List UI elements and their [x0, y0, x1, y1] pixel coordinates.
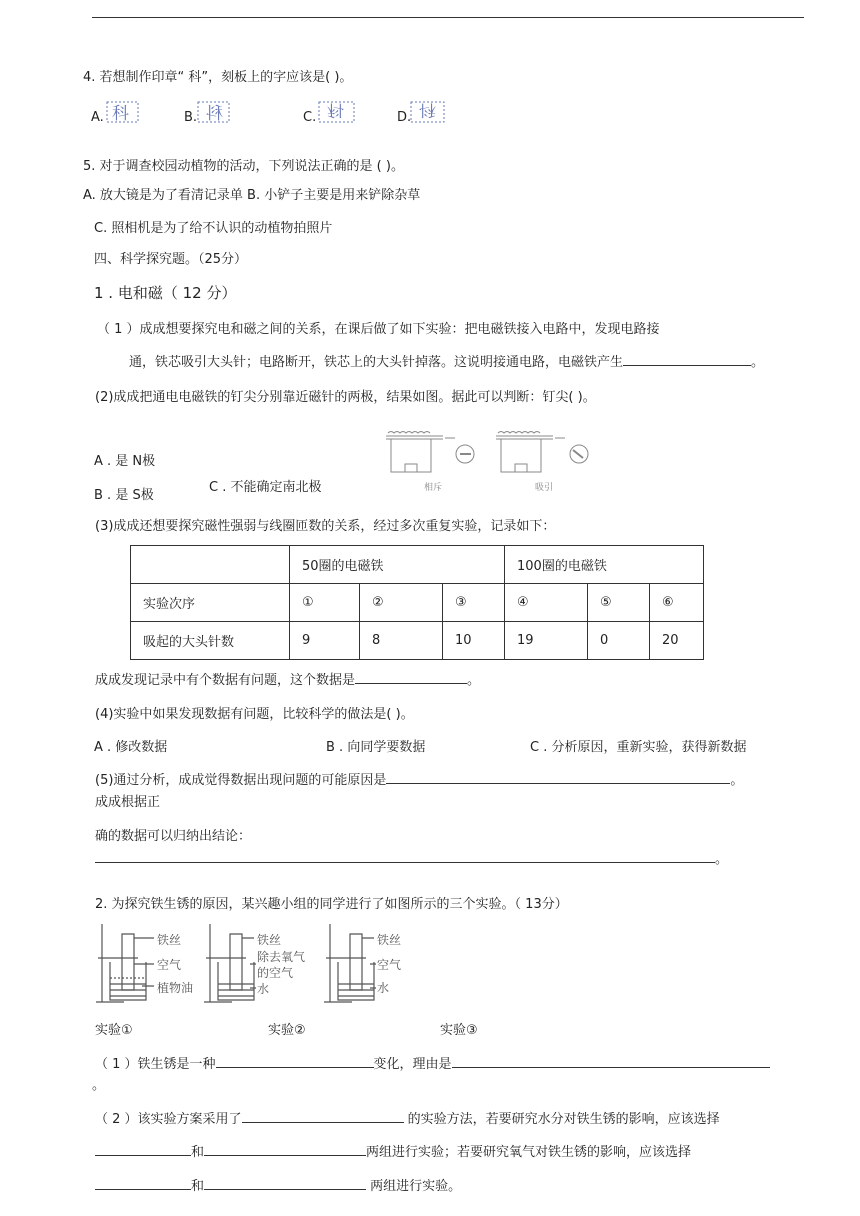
stamp-option-a-image — [106, 98, 140, 126]
s4-option-c: C . 分析原因，重新实验，获得新数据 — [530, 740, 747, 755]
svg-text:科: 科 — [112, 104, 129, 124]
table-row — [131, 622, 704, 660]
q4-option-d-label: D. — [397, 110, 412, 125]
figure-caption-2: 吸引 — [535, 483, 554, 493]
q5-option-ab: A. 放大镜是为了看清记录单 B. 小铲子主要是用来铲除杂草 — [83, 188, 421, 203]
table-cell: ① — [290, 584, 360, 622]
exp3-label-water: 水 — [377, 981, 390, 995]
table-cell: 9 — [290, 622, 360, 660]
svg-text:科: 科 — [206, 104, 223, 124]
answer-blank-6[interactable] — [452, 1055, 770, 1068]
problem1-s4: (4)实验中如果发现数据有问题，比较科学的做法是( )。 — [95, 707, 414, 722]
problem1-s2: (2)成成把通电电磁铁的钉尖分别靠近磁针的两极，结果如图。据此可以判断：钉尖( )。 — [95, 390, 596, 405]
stamp-option-d-image — [410, 98, 446, 126]
table-row — [131, 584, 704, 622]
table-row-label: 吸起的大头针数 — [131, 622, 290, 660]
header-rule — [92, 17, 804, 18]
answer-blank-1[interactable] — [623, 353, 751, 366]
q2-text-b: 的实验方法，若要研究水分对铁生锈的影响，应该选择 — [403, 1112, 720, 1127]
table-cell: ③ — [443, 584, 505, 622]
table-cell: 20 — [650, 622, 704, 660]
table-row — [131, 546, 704, 584]
table-cell: ② — [360, 584, 443, 622]
exp1-label-air: 空气 — [157, 958, 182, 972]
problem1-s1-line1: （ 1 ）成成想要探究电和磁之间的关系，在课后做了如下实验：把电磁铁接入电路中，发现电路接 — [97, 322, 660, 337]
and-text: 和 — [191, 1145, 205, 1160]
electromagnet-compass-figure — [383, 430, 595, 492]
answer-blank-2[interactable] — [355, 671, 467, 684]
s5-text: (5)通过分析，成成觉得数据出现问题的可能原因是 — [95, 773, 387, 788]
table-header-50: 50圈的电磁铁 — [290, 546, 505, 584]
table-cell: ⑥ — [650, 584, 704, 622]
and-text: 和 — [191, 1179, 205, 1194]
problem1-s5 — [95, 769, 743, 788]
svg-text:科: 科 — [419, 101, 436, 120]
q5-option-c: C. 照相机是为了给不认识的动植物拍照片 — [94, 221, 333, 236]
problem1-s1-text: 通，铁芯吸引大头针；电路断开，铁芯上的大头针掉落。这说明接通电路，电磁铁产生 — [129, 355, 624, 370]
table-cell: 0 — [588, 622, 650, 660]
q4-question: 4. 若想制作印章“ 科”，刻板上的字应该是( )。 — [83, 70, 353, 85]
answer-blank-5[interactable] — [216, 1055, 374, 1068]
exp2-label-air: 的空气 — [257, 966, 294, 980]
problem2-q2-line2 — [95, 1141, 691, 1160]
q1-text-b: 变化，理由是 — [373, 1057, 452, 1072]
problem2-q1 — [95, 1053, 770, 1072]
stamp-option-b-image — [197, 98, 231, 126]
exp3-label-air: 空气 — [377, 958, 402, 972]
table-header-100: 100圈的电磁铁 — [505, 546, 704, 584]
period: 。 — [715, 852, 729, 867]
answer-blank-8[interactable] — [95, 1143, 191, 1156]
table-cell: ④ — [505, 584, 588, 622]
q1-text-a: （ 1 ）铁生锈是一种 — [95, 1057, 216, 1072]
table-cell: 19 — [505, 622, 588, 660]
problem1-title: 1 . 电和磁（ 12 分） — [94, 284, 237, 302]
exp-label-3: 实验③ — [440, 1023, 478, 1038]
problem1-s5-line3: 确的数据可以归纳出结论： — [95, 829, 252, 844]
exp1-label-iron: 铁丝 — [157, 933, 182, 947]
s2-option-b: B . 是 S极 — [94, 488, 154, 503]
exp2-label-iron: 铁丝 — [257, 933, 282, 947]
table-cell: ⑤ — [588, 584, 650, 622]
table-cell-empty — [131, 546, 290, 584]
exp2-label-no-oxygen: 除去氧气 — [257, 950, 306, 964]
q4-option-b-label: B. — [184, 110, 198, 125]
exp1-label-oil: 植物油 — [157, 981, 194, 995]
answer-blank-4[interactable] — [95, 846, 715, 863]
svg-text:科: 科 — [327, 101, 344, 120]
problem1-s3: (3)成成还想要探究磁性强弱与线圈匝数的关系，经过多次重复实验，记录如下： — [95, 519, 556, 534]
answer-blank-9[interactable] — [204, 1143, 366, 1156]
problem1-s3-after — [95, 669, 480, 688]
s3-after-text: 成成发现记录中有个数据有问题，这个数据是 — [95, 673, 356, 688]
problem2-title: 2. 为探究铁生锈的原因，某兴趣小组的同学进行了如图所示的三个实验。（ 13分） — [95, 897, 568, 912]
problem2-q2 — [95, 1108, 720, 1127]
exp-label-2: 实验② — [268, 1023, 306, 1038]
q4-option-c-label: C. — [303, 110, 317, 125]
answer-blank-3[interactable] — [386, 771, 730, 784]
answer-blank-10[interactable] — [95, 1177, 191, 1190]
table-cell: 8 — [360, 622, 443, 660]
q2-text-d: 两组进行实验。 — [366, 1179, 462, 1194]
s2-option-c: C . 不能确定南北极 — [209, 480, 322, 495]
figure-caption-1: 相斥 — [424, 483, 443, 493]
table-row-label: 实验次序 — [131, 584, 290, 622]
period: 。 — [751, 355, 765, 370]
s2-option-a: A . 是 N极 — [94, 454, 156, 469]
conclusion-line — [95, 846, 728, 867]
q5-question: 5. 对于调查校园动植物的活动，下列说法正确的是 ( )。 — [83, 159, 404, 174]
section-title: 四、科学探究题。（25分） — [94, 252, 248, 267]
period: 。 — [730, 773, 744, 788]
exp-label-1: 实验① — [95, 1023, 133, 1038]
s4-option-b: B . 向同学要数据 — [326, 740, 426, 755]
exp3-label-iron: 铁丝 — [377, 933, 402, 947]
q2-text-c: 两组进行实验；若要研究氧气对铁生锈的影响，应该选择 — [366, 1145, 692, 1160]
problem1-s1-line2 — [129, 351, 764, 370]
answer-blank-7[interactable] — [242, 1110, 404, 1123]
record-table — [130, 545, 704, 660]
table-cell: 10 — [443, 622, 505, 660]
s4-option-a: A . 修改数据 — [94, 740, 168, 755]
q1-end: 。 — [92, 1078, 106, 1093]
exp2-label-water: 水 — [257, 982, 270, 996]
q2-text-a: （ 2 ）该实验方案采用了 — [95, 1112, 242, 1127]
q4-option-a-label: A. — [91, 110, 104, 125]
problem1-s5-line2: 成成根据正 — [95, 795, 161, 810]
answer-blank-11[interactable] — [204, 1177, 366, 1190]
problem2-q2-line3 — [95, 1175, 461, 1194]
stamp-option-c-image — [318, 98, 356, 126]
period: 。 — [467, 673, 481, 688]
